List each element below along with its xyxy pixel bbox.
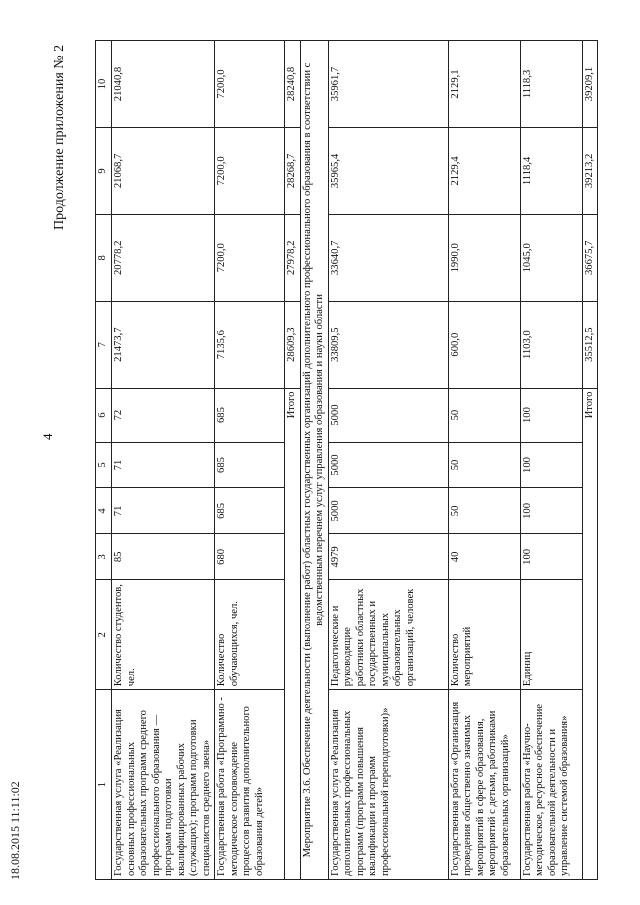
cell: 35961,7 (328, 41, 448, 128)
cell: 2129,4 (448, 127, 520, 214)
cell: 100 (520, 388, 582, 442)
cell: 5000 (328, 388, 448, 442)
cell: 72 (112, 388, 215, 442)
cell: 1045,0 (520, 214, 582, 301)
unit: Количество обучающихся, чел. (215, 580, 285, 690)
cell: 1118,4 (520, 127, 582, 214)
cell: 7135,6 (215, 301, 285, 388)
section-title: Мероприятие 3.6. Обеспечение деятельности (выполнение работ) областных государственных организаций дополнительного профессионального образования в соответствии с ведомственным перечнем услуг управления образования и науки области (300, 41, 328, 880)
cell: 685 (215, 388, 285, 442)
total-cell: 39213,2 (582, 127, 598, 214)
page-number: 4 (40, 433, 55, 440)
total-cell: 28609,3 (285, 301, 301, 388)
cell: 7200,0 (215, 214, 285, 301)
col-num: 5 (96, 442, 112, 488)
column-number-row (96, 41, 112, 880)
cell: 71 (112, 442, 215, 488)
cell: 4979 (328, 534, 448, 580)
cell: 5000 (328, 442, 448, 488)
cell: 21040,8 (112, 41, 215, 128)
cell: 100 (520, 442, 582, 488)
cell: 1103,0 (520, 301, 582, 388)
timestamp: 18.08.2015 11:11:02 (8, 781, 22, 880)
col-num: 8 (96, 214, 112, 301)
col-num: 4 (96, 488, 112, 534)
service-name: Государственная услуга «Реализация дополнительных профессиональных программ (программ повышения квалификации и программ профессиональной переподготовки)» (328, 690, 448, 880)
total-label: Итого (582, 388, 598, 879)
total-cell: 35512,5 (582, 301, 598, 388)
cell: 100 (520, 488, 582, 534)
col-num: 3 (96, 534, 112, 580)
cell: 50 (448, 388, 520, 442)
cell: 50 (448, 442, 520, 488)
cell: 71 (112, 488, 215, 534)
cell: 7200,0 (215, 41, 285, 128)
table-row (215, 41, 285, 880)
col-num: 10 (96, 41, 112, 128)
cell: 50 (448, 488, 520, 534)
unit: Единиц (520, 580, 582, 690)
cell: 600,0 (448, 301, 520, 388)
col-num: 9 (96, 127, 112, 214)
table-row (328, 41, 448, 880)
total-row (285, 41, 301, 880)
continuation-title: Продолжение приложения № 2 (52, 44, 67, 230)
cell: 21473,7 (112, 301, 215, 388)
cell: 100 (520, 534, 582, 580)
cell: 2129,1 (448, 41, 520, 128)
service-name: Государственная услуга «Реализация основных профессиональных образовательных программ среднего профессионального образования — программ подготовки квалифицированных рабочих (служащих); программ подготовки специалистов среднего звена» (112, 690, 215, 880)
unit: Количество мероприятий (448, 580, 520, 690)
unit: Педагогические и руководящие работники областных государственных и муниципальных образовательных организаций, человек (328, 580, 448, 690)
cell: 680 (215, 534, 285, 580)
col-num: 7 (96, 301, 112, 388)
cell: 35965,4 (328, 127, 448, 214)
table-row (112, 41, 215, 880)
section-row (300, 41, 328, 880)
total-cell: 28268,7 (285, 127, 301, 214)
cell: 85 (112, 534, 215, 580)
total-cell: 27978,2 (285, 214, 301, 301)
cell: 21068,7 (112, 127, 215, 214)
service-name: Государственная работа «Организация проведения общественно значимых мероприятий в сфере образования, мероприятий с детьми, работниками образовательных организаций» (448, 690, 520, 880)
rotated-table-container (95, 40, 640, 880)
cell: 685 (215, 442, 285, 488)
total-cell: 28240,8 (285, 41, 301, 128)
service-name: Государственная работа «Научно-методическое, ресурсное обеспечение образовательной деятельности и управление системой образования» (520, 690, 582, 880)
cell: 1990,0 (448, 214, 520, 301)
total-cell: 36675,7 (582, 214, 598, 301)
cell: 33809,5 (328, 301, 448, 388)
total-label: Итого (285, 388, 301, 879)
cell: 40 (448, 534, 520, 580)
service-name: Государственная работа «Программно - методическое сопровождение процессов развития дополнительного образования детей» (215, 690, 285, 880)
total-cell: 39209,1 (582, 41, 598, 128)
cell: 7200,0 (215, 127, 285, 214)
cell: 685 (215, 488, 285, 534)
unit: Количество студентов, чел. (112, 580, 215, 690)
budget-table (95, 40, 598, 880)
col-num: 1 (96, 690, 112, 880)
cell: 1118,3 (520, 41, 582, 128)
cell: 20778,2 (112, 214, 215, 301)
table-row (520, 41, 582, 880)
total-row (582, 41, 598, 880)
cell: 5000 (328, 488, 448, 534)
col-num: 2 (96, 580, 112, 690)
table-row (448, 41, 520, 880)
cell: 33640,7 (328, 214, 448, 301)
col-num: 6 (96, 388, 112, 442)
